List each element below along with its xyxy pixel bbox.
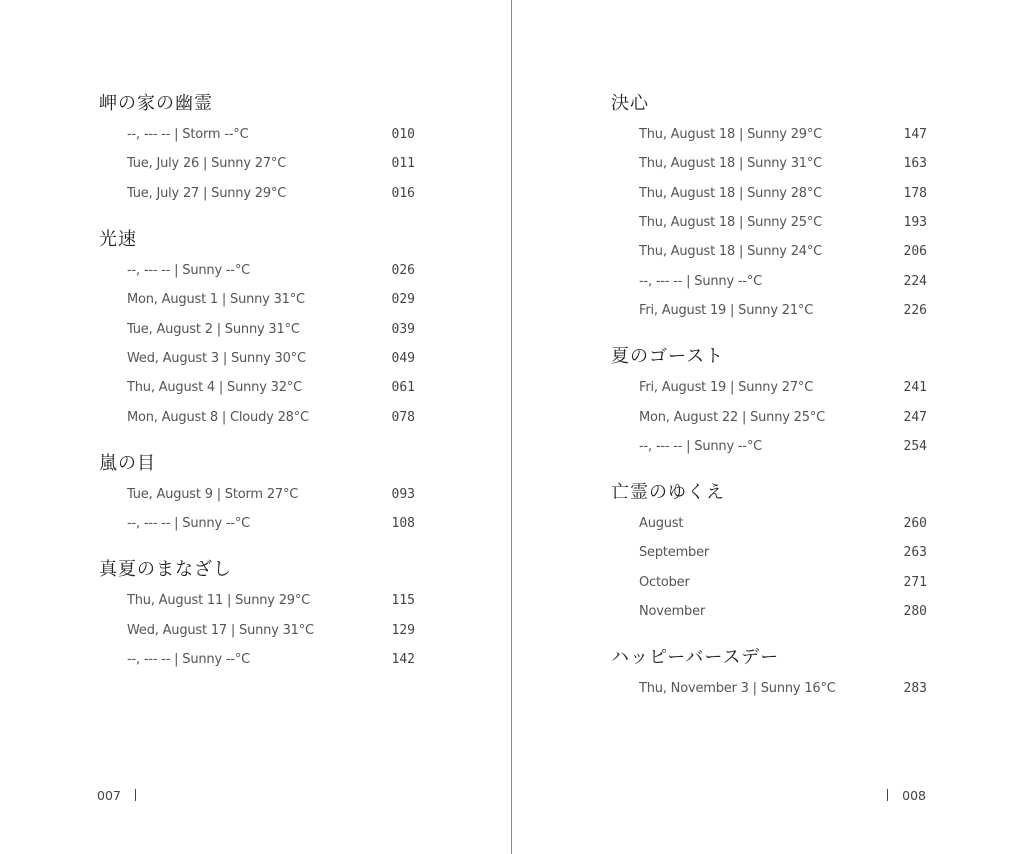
entry-page-number: 142 [391,652,415,667]
chapter-section [611,480,927,626]
entry-page-number: 178 [903,185,927,201]
entry-label: --, --- -- | Storm --°C [127,127,249,143]
toc-entry[interactable] [611,432,927,461]
chapter-title: 真夏のまなざし [99,559,232,581]
entry-label: --, --- -- | Sunny --°C [639,438,763,454]
entry-page-number: 078 [391,409,415,425]
entry-label: Fri, August 19 | Sunny 21°C [639,302,814,318]
toc-entry[interactable] [99,586,415,615]
chapter-section [99,557,415,674]
entry-page-number: 147 [903,127,927,143]
folio-divider [135,789,136,801]
entry-label: Fri, August 19 | Sunny 27°C [639,380,814,396]
toc-entry[interactable] [99,285,415,314]
entry-page-number: 093 [391,486,415,502]
toc-entry[interactable] [611,120,927,149]
toc-entry[interactable] [611,597,927,626]
toc-entry[interactable] [99,402,415,431]
chapter-title: 決心 [611,93,649,114]
entry-label: Tue, August 2 | Sunny 31°C [127,321,300,337]
entry-label: October [639,574,690,590]
entry-label: November [639,604,706,619]
entry-label: August [639,516,684,532]
toc-entry[interactable] [611,179,927,208]
chapter-title: 夏のゴースト [611,346,725,368]
page-number-left [97,788,136,803]
toc-entry[interactable] [611,568,927,597]
entry-page-number: 280 [903,604,927,619]
toc-entry[interactable] [611,373,927,402]
chapter-section [611,91,927,325]
table-of-contents-left [99,91,415,674]
folio-number: 008 [902,788,926,803]
entry-page-number: 241 [903,380,927,396]
folio-divider [887,789,888,801]
entry-page-number: 271 [903,574,927,590]
toc-entry[interactable] [99,616,415,645]
entry-page-number: 010 [391,127,415,143]
toc-entry[interactable] [611,149,927,178]
page-number-right [887,788,926,803]
entry-page-number: 029 [391,292,415,308]
toc-entry[interactable] [99,645,415,674]
entry-page-number: 224 [903,273,927,289]
entry-page-number: 260 [903,516,927,532]
entry-label: Wed, August 17 | Sunny 31°C [127,622,314,638]
chapter-title: 嵐の目 [99,452,156,474]
toc-entry[interactable] [99,179,415,208]
toc-entry[interactable] [611,296,927,325]
entry-page-number: 061 [391,380,415,396]
chapter-section [99,91,415,208]
entry-label: --, --- -- | Sunny --°C [127,516,251,532]
chapter-section [611,645,927,703]
entry-label: --, --- -- | Sunny --°C [127,652,251,667]
entry-page-number: 115 [391,593,415,609]
toc-entry[interactable] [611,266,927,295]
entry-label: Thu, August 18 | Sunny 31°C [639,156,823,172]
toc-entry[interactable] [99,256,415,285]
chapter-title: 岬の家の幽霊 [99,93,213,114]
entry-label: --, --- -- | Sunny --°C [639,273,763,289]
toc-entry[interactable] [611,402,927,431]
entry-page-number: 039 [391,321,415,337]
toc-entry[interactable] [611,237,927,266]
toc-entry[interactable] [99,120,415,149]
right-page [513,0,1024,854]
entry-page-number: 049 [391,350,415,366]
entry-page-number: 254 [903,438,927,454]
entry-page-number: 226 [903,302,927,318]
chapter-section [99,451,415,539]
entry-page-number: 108 [391,516,415,532]
table-of-contents-right [611,91,927,703]
toc-entry[interactable] [611,674,927,703]
entry-label: Thu, August 11 | Sunny 29°C [127,593,311,609]
toc-entry[interactable] [99,373,415,402]
entry-page-number: 247 [903,409,927,425]
entry-label: September [639,545,710,561]
entry-page-number: 011 [391,156,415,172]
entry-label: Tue, August 9 | Storm 27°C [127,486,299,502]
chapter-section [611,344,927,461]
toc-entry[interactable] [99,314,415,343]
entry-label: Thu, August 18 | Sunny 24°C [639,244,823,260]
toc-entry[interactable] [99,149,415,178]
entry-label: Thu, August 18 | Sunny 28°C [639,185,823,201]
entry-page-number: 263 [903,545,927,561]
entry-page-number: 163 [903,156,927,172]
chapter-title: 光速 [99,228,137,250]
entry-page-number: 129 [391,622,415,638]
entry-label: Thu, November 3 | Sunny 16°C [639,681,836,697]
entry-label: Tue, July 26 | Sunny 27°C [127,156,287,172]
entry-label: Wed, August 3 | Sunny 30°C [127,350,306,366]
entry-page-number: 193 [903,215,927,231]
entry-label: Mon, August 1 | Sunny 31°C [127,292,305,308]
folio-number: 007 [97,788,121,803]
entry-label: Thu, August 18 | Sunny 25°C [639,215,823,231]
toc-entry[interactable] [611,208,927,237]
entry-label: Thu, August 18 | Sunny 29°C [639,127,823,143]
toc-entry[interactable] [99,480,415,509]
entry-page-number: 283 [903,681,927,697]
entry-page-number: 026 [391,263,415,279]
entry-page-number: 206 [903,244,927,260]
toc-entry[interactable] [99,509,415,538]
entry-label: Mon, August 8 | Cloudy 28°C [127,409,309,425]
entry-label: Tue, July 27 | Sunny 29°C [127,185,287,201]
book-gutter-line [511,0,512,854]
entry-label: --, --- -- | Sunny --°C [127,263,251,279]
entry-label: Mon, August 22 | Sunny 25°C [639,409,826,425]
chapter-section [99,227,415,432]
toc-entry[interactable] [611,538,927,567]
entry-page-number: 016 [391,185,415,201]
entry-label: Thu, August 4 | Sunny 32°C [127,380,302,396]
toc-entry[interactable] [611,509,927,538]
toc-entry[interactable] [99,344,415,373]
chapter-title: 亡霊のゆくえ [611,481,725,503]
chapter-title: ハッピーバースデー [611,647,780,669]
